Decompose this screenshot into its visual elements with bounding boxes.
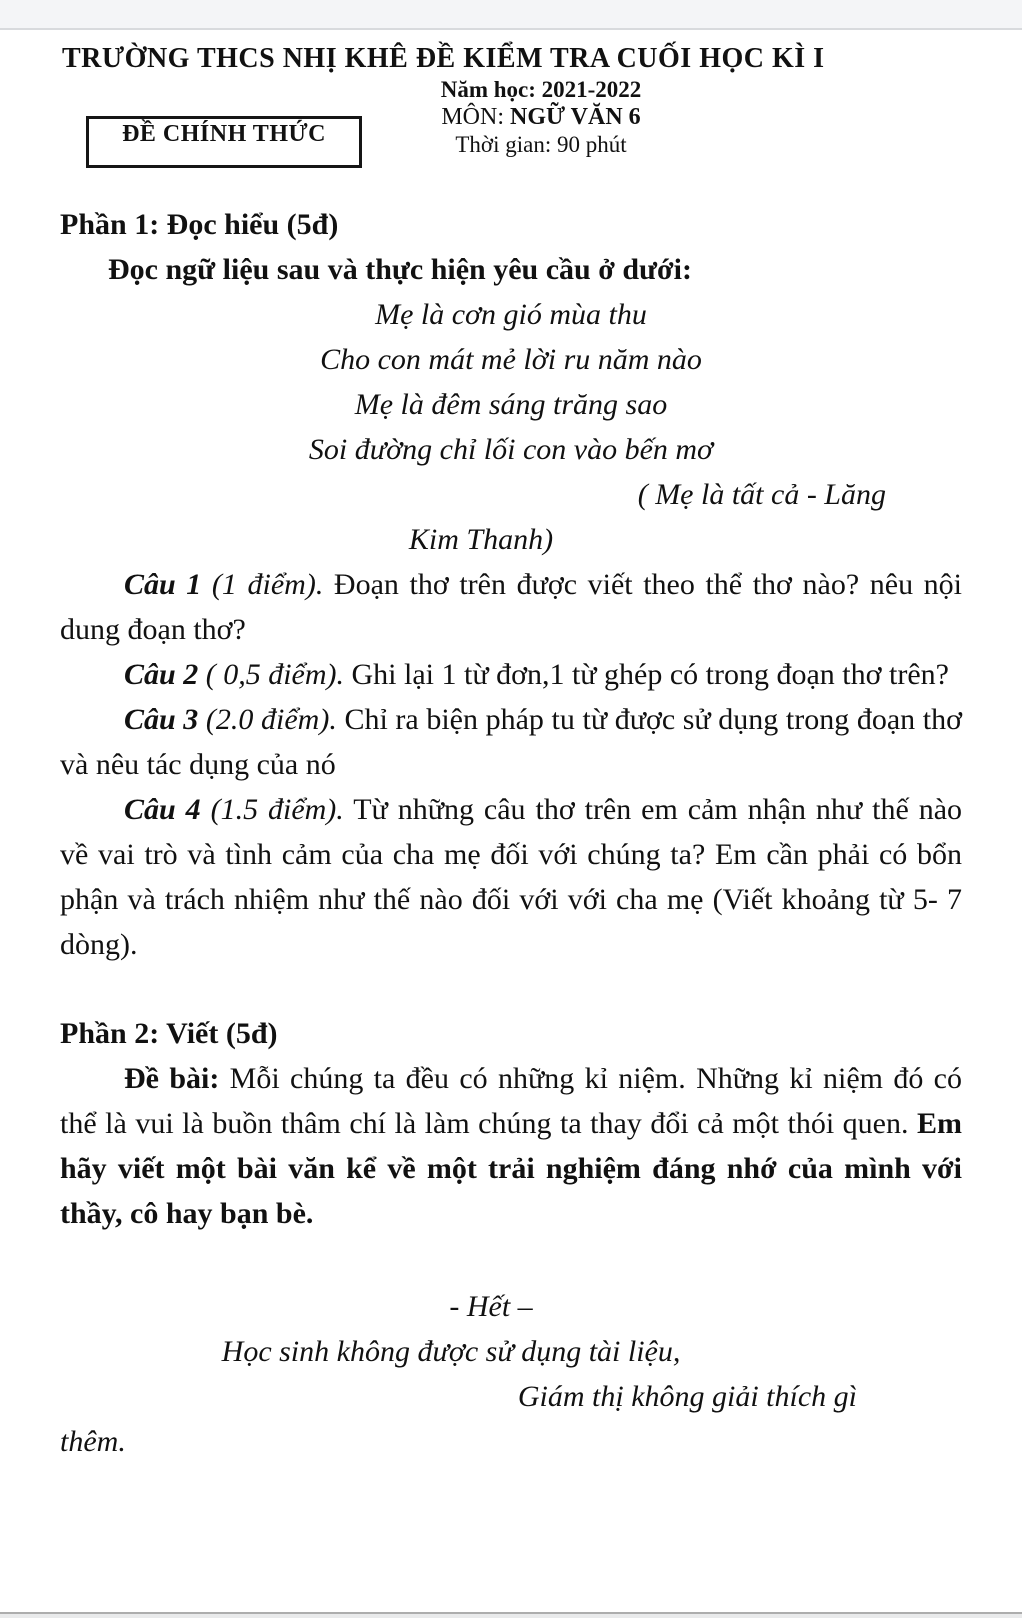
part2-prompt-text: Mỗi chúng ta đều có những kỉ niệm. Những kỉ niệm đó có thể là vui là buồn thâm chí là làm chúng ta thay đổi cả một thói quen. (60, 1062, 963, 1140)
school-and-exam-title: TRƯỜNG THCS NHỊ KHÊ ĐỀ KIỂM TRA CUỐI HỌC KÌ I (62, 43, 825, 74)
poem-attribution-line2: Kim Thanh) (408, 523, 554, 556)
question-2-label: Câu 2 (124, 658, 199, 691)
official-exam-label: ĐỀ CHÍNH THỨC (122, 121, 326, 147)
exam-header (0, 30, 1022, 158)
question-4-text: Từ những câu thơ trên em cảm nhận như thế nào về vai trò và tình cảm của cha mẹ đối với chúng ta? Em cần phải có bổn phận và trách nhiệm như thế nào đối với với cha mẹ (Viết khoảng từ 5- 7 dòng). (60, 793, 963, 961)
footer-note-line1: Học sinh không được sử dụng tài liệu, (221, 1335, 681, 1368)
question-3-text: Chỉ ra biện pháp tu từ được sử dụng trong đoạn thơ và nêu tác dụng của nó (60, 703, 962, 781)
part2-prompt-label: Đề bài: (124, 1062, 220, 1095)
end-mark: - Hết – (449, 1290, 533, 1323)
part1-instruction: Đọc ngữ liệu sau và thực hiện yêu cầu ở dưới: (108, 253, 692, 286)
part1-title: Phần 1: Đọc hiểu (5đ) (60, 208, 339, 241)
question-2-text: Ghi lại 1 từ đơn,1 từ ghép có trong đoạn thơ trên? (344, 658, 949, 691)
time-limit-line: Thời gian: 90 phút (455, 132, 627, 157)
poem-line: Mẹ là cơn gió mùa thu (375, 298, 647, 331)
subject-prefix: MÔN: (441, 104, 510, 130)
question-2-points: ( 0,5 điểm). (198, 658, 344, 691)
question-3-points: (2.0 điểm). (198, 703, 337, 736)
poem-line: Mẹ là đêm sáng trăng sao (354, 388, 668, 421)
part2-title: Phần 2: Viết (5đ) (60, 1017, 278, 1050)
poem-attribution-line1: ( Mẹ là tất cả - Lăng (637, 478, 886, 511)
question-1-label: Câu 1 (124, 568, 202, 601)
official-exam-box (86, 116, 362, 168)
part2-prompt (60, 1056, 962, 1236)
bottom-chrome-strip (0, 1612, 1022, 1618)
footer-note-line3: thêm. (60, 1425, 126, 1458)
subject-name: NGỮ VĂN 6 (510, 104, 641, 130)
question-3 (60, 697, 962, 787)
part2-prompt-bold-text: Em hãy viết một bài văn kể về một trải nghiệm đáng nhớ của mình với thầy, cô hay bạn bè. (60, 1107, 962, 1230)
exam-body (0, 202, 1022, 1464)
question-4-points: (1.5 điểm). (200, 793, 344, 826)
question-4 (60, 787, 962, 967)
question-4-label: Câu 4 (124, 793, 201, 826)
footer-note-line2: Giám thị không giải thích gì (517, 1380, 857, 1413)
question-1 (60, 562, 962, 652)
question-2 (60, 652, 962, 697)
question-1-text: Đoạn thơ trên được viết theo thể thơ nào? nêu nội dung đoạn thơ? (60, 568, 963, 646)
poem-line: Cho con mát mẻ lời ru năm nào (320, 343, 702, 376)
question-1-points: (1 điểm). (201, 568, 324, 601)
exam-footer (60, 1284, 962, 1464)
poem-line: Soi đường chỉ lối con vào bến mơ (308, 433, 714, 466)
top-chrome-strip (0, 0, 1022, 30)
school-year-line: Năm học: 2021-2022 (440, 77, 642, 102)
question-3-label: Câu 3 (124, 703, 199, 736)
